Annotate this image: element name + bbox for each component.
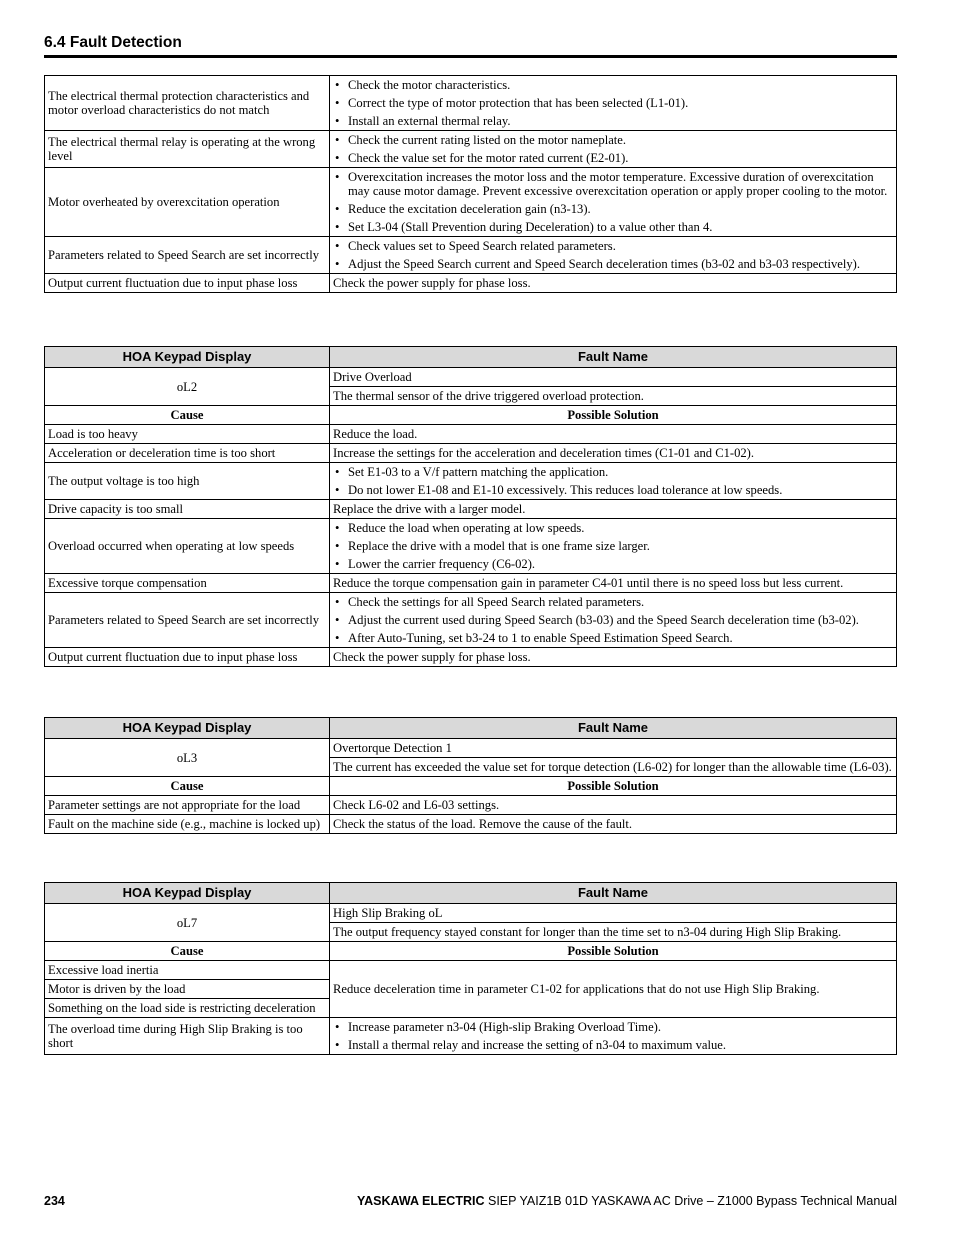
table-row <box>45 425 897 444</box>
fault-name-header: Fault Name <box>330 718 897 739</box>
list-item: • Install an external thermal relay. <box>333 114 893 128</box>
table-row <box>45 274 897 293</box>
solution-cell <box>330 593 897 648</box>
fault-description: The thermal sensor of the drive triggered overload protection. <box>330 387 897 406</box>
list-item: • Set L3-04 (Stall Prevention during Deceleration) to a value other than 4. <box>333 220 893 234</box>
fault-table-continued <box>44 75 897 293</box>
table-row <box>45 237 897 274</box>
cause-cell: Fault on the machine side (e.g., machine is locked up) <box>45 815 330 834</box>
list-item: • Replace the drive with a model that is one frame size larger. <box>333 539 893 553</box>
list-item: • Do not lower E1-08 and E1-10 excessively. This reduces load tolerance at low speeds. <box>333 483 893 497</box>
table-row <box>45 593 897 648</box>
cause-cell: Parameter settings are not appropriate for the load <box>45 796 330 815</box>
solution-cell: Check the power supply for phase loss. <box>330 648 897 667</box>
solution-cell: Reduce the torque compensation gain in parameter C4-01 until there is no speed loss but less current. <box>330 574 897 593</box>
cause-cell: Motor is driven by the load <box>45 980 330 999</box>
list-item: • Increase parameter n3-04 (High-slip Braking Overload Time). <box>333 1020 893 1034</box>
list-item: • Reduce the load when operating at low speeds. <box>333 521 893 535</box>
list-item: • Install a thermal relay and increase the setting of n3-04 to maximum value. <box>333 1038 893 1052</box>
list-item: • After Auto-Tuning, set b3-24 to 1 to enable Speed Estimation Speed Search. <box>333 631 893 645</box>
list-item: • Check the current rating listed on the motor nameplate. <box>333 133 893 147</box>
solution-cell <box>330 168 897 237</box>
table-row <box>45 168 897 237</box>
cause-cell: Acceleration or deceleration time is too short <box>45 444 330 463</box>
shared-solution-cell: Reduce deceleration time in parameter C1-02 for applications that do not use High Slip Braking. <box>330 961 897 1018</box>
list-item: • Adjust the Speed Search current and Speed Search deceleration times (b3-02 and b3-03 respectively). <box>333 257 893 271</box>
table-row <box>45 574 897 593</box>
fault-name: High Slip Braking oL <box>330 904 897 923</box>
fault-name-header: Fault Name <box>330 347 897 368</box>
fault-code: oL3 <box>45 739 330 777</box>
possible-solution-header: Possible Solution <box>330 777 897 796</box>
solution-cell: Reduce the load. <box>330 425 897 444</box>
table-row <box>45 463 897 500</box>
fault-name: Drive Overload <box>330 368 897 387</box>
fault-code: oL7 <box>45 904 330 942</box>
cause-cell: Motor overheated by overexcitation operation <box>45 168 330 237</box>
table-row <box>45 648 897 667</box>
table-row <box>45 131 897 168</box>
section-title: 6.4 Fault Detection <box>44 34 897 58</box>
table-row <box>45 796 897 815</box>
hoa-keypad-display-header: HOA Keypad Display <box>45 718 330 739</box>
cause-cell: Parameters related to Speed Search are set incorrectly <box>45 593 330 648</box>
solution-cell: Check the status of the load. Remove the cause of the fault. <box>330 815 897 834</box>
list-item: • Correct the type of motor protection that has been selected (L1-01). <box>333 96 893 110</box>
solution-cell <box>330 519 897 574</box>
fault-description: The current has exceeded the value set for torque detection (L6-02) for longer than the allowable time (L6-03). <box>330 758 897 777</box>
solution-cell: Increase the settings for the acceleration and deceleration times (C1-01 and C1-02). <box>330 444 897 463</box>
cause-cell: The electrical thermal protection characteristics and motor overload characteristics do not match <box>45 76 330 131</box>
fault-table-ol2 <box>44 346 897 667</box>
table-row <box>45 815 897 834</box>
solution-cell <box>330 1018 897 1055</box>
cause-cell: Parameters related to Speed Search are set incorrectly <box>45 237 330 274</box>
cause-cell: Drive capacity is too small <box>45 500 330 519</box>
cause-cell: The overload time during High Slip Braking is too short <box>45 1018 330 1055</box>
cause-cell: Excessive load inertia <box>45 961 330 980</box>
cause-header: Cause <box>45 777 330 796</box>
fault-table-ol7 <box>44 882 897 1055</box>
list-item: • Lower the carrier frequency (C6-02). <box>333 557 893 571</box>
cause-cell: The electrical thermal relay is operating at the wrong level <box>45 131 330 168</box>
list-item: • Overexcitation increases the motor loss and the motor temperature. Excessive duration of overexcitation may cause motor damage. Prevent excessive overexcitation operation or apply proper cooling to the motor. <box>333 170 893 198</box>
footer-manual-name: SIEP YAIZ1B 01D YASKAWA AC Drive – Z1000 Bypass Technical Manual <box>484 1194 897 1208</box>
table-row <box>45 1018 897 1055</box>
cause-cell: Output current fluctuation due to input phase loss <box>45 648 330 667</box>
solution-cell: Replace the drive with a larger model. <box>330 500 897 519</box>
table-row <box>45 444 897 463</box>
table-row <box>45 519 897 574</box>
possible-solution-header: Possible Solution <box>330 406 897 425</box>
table-row <box>45 500 897 519</box>
list-item: • Check the settings for all Speed Search related parameters. <box>333 595 893 609</box>
list-item: • Reduce the excitation deceleration gain (n3-13). <box>333 202 893 216</box>
list-item: • Check the motor characteristics. <box>333 78 893 92</box>
list-item: • Set E1-03 to a V/f pattern matching the application. <box>333 465 893 479</box>
list-item: • Check values set to Speed Search related parameters. <box>333 239 893 253</box>
solution-cell <box>330 463 897 500</box>
list-item: • Adjust the current used during Speed Search (b3-03) and the Speed Search deceleration time (b3-02). <box>333 613 893 627</box>
cause-cell: Load is too heavy <box>45 425 330 444</box>
cause-cell: The output voltage is too high <box>45 463 330 500</box>
cause-cell: Overload occurred when operating at low speeds <box>45 519 330 574</box>
cause-cell: Excessive torque compensation <box>45 574 330 593</box>
solution-cell <box>330 237 897 274</box>
footer-manual-title <box>357 1194 897 1208</box>
cause-header: Cause <box>45 406 330 425</box>
solution-cell: Check L6-02 and L6-03 settings. <box>330 796 897 815</box>
table-row <box>45 961 897 980</box>
cause-header: Cause <box>45 942 330 961</box>
fault-table-ol3 <box>44 717 897 834</box>
fault-name: Overtorque Detection 1 <box>330 739 897 758</box>
hoa-keypad-display-header: HOA Keypad Display <box>45 883 330 904</box>
solution-cell <box>330 131 897 168</box>
solution-cell <box>330 76 897 131</box>
table-row <box>45 76 897 131</box>
page-number: 234 <box>44 1194 65 1208</box>
fault-description: The output frequency stayed constant for longer than the time set to n3-04 during High Slip Braking. <box>330 923 897 942</box>
hoa-keypad-display-header: HOA Keypad Display <box>45 347 330 368</box>
fault-name-header: Fault Name <box>330 883 897 904</box>
possible-solution-header: Possible Solution <box>330 942 897 961</box>
fault-code: oL2 <box>45 368 330 406</box>
footer-brand: YASKAWA ELECTRIC <box>356 1194 485 1208</box>
solution-cell: Check the power supply for phase loss. <box>330 274 897 293</box>
list-item: • Check the value set for the motor rated current (E2-01). <box>333 151 893 165</box>
cause-cell: Something on the load side is restricting deceleration <box>45 999 330 1018</box>
cause-cell: Output current fluctuation due to input phase loss <box>45 274 330 293</box>
